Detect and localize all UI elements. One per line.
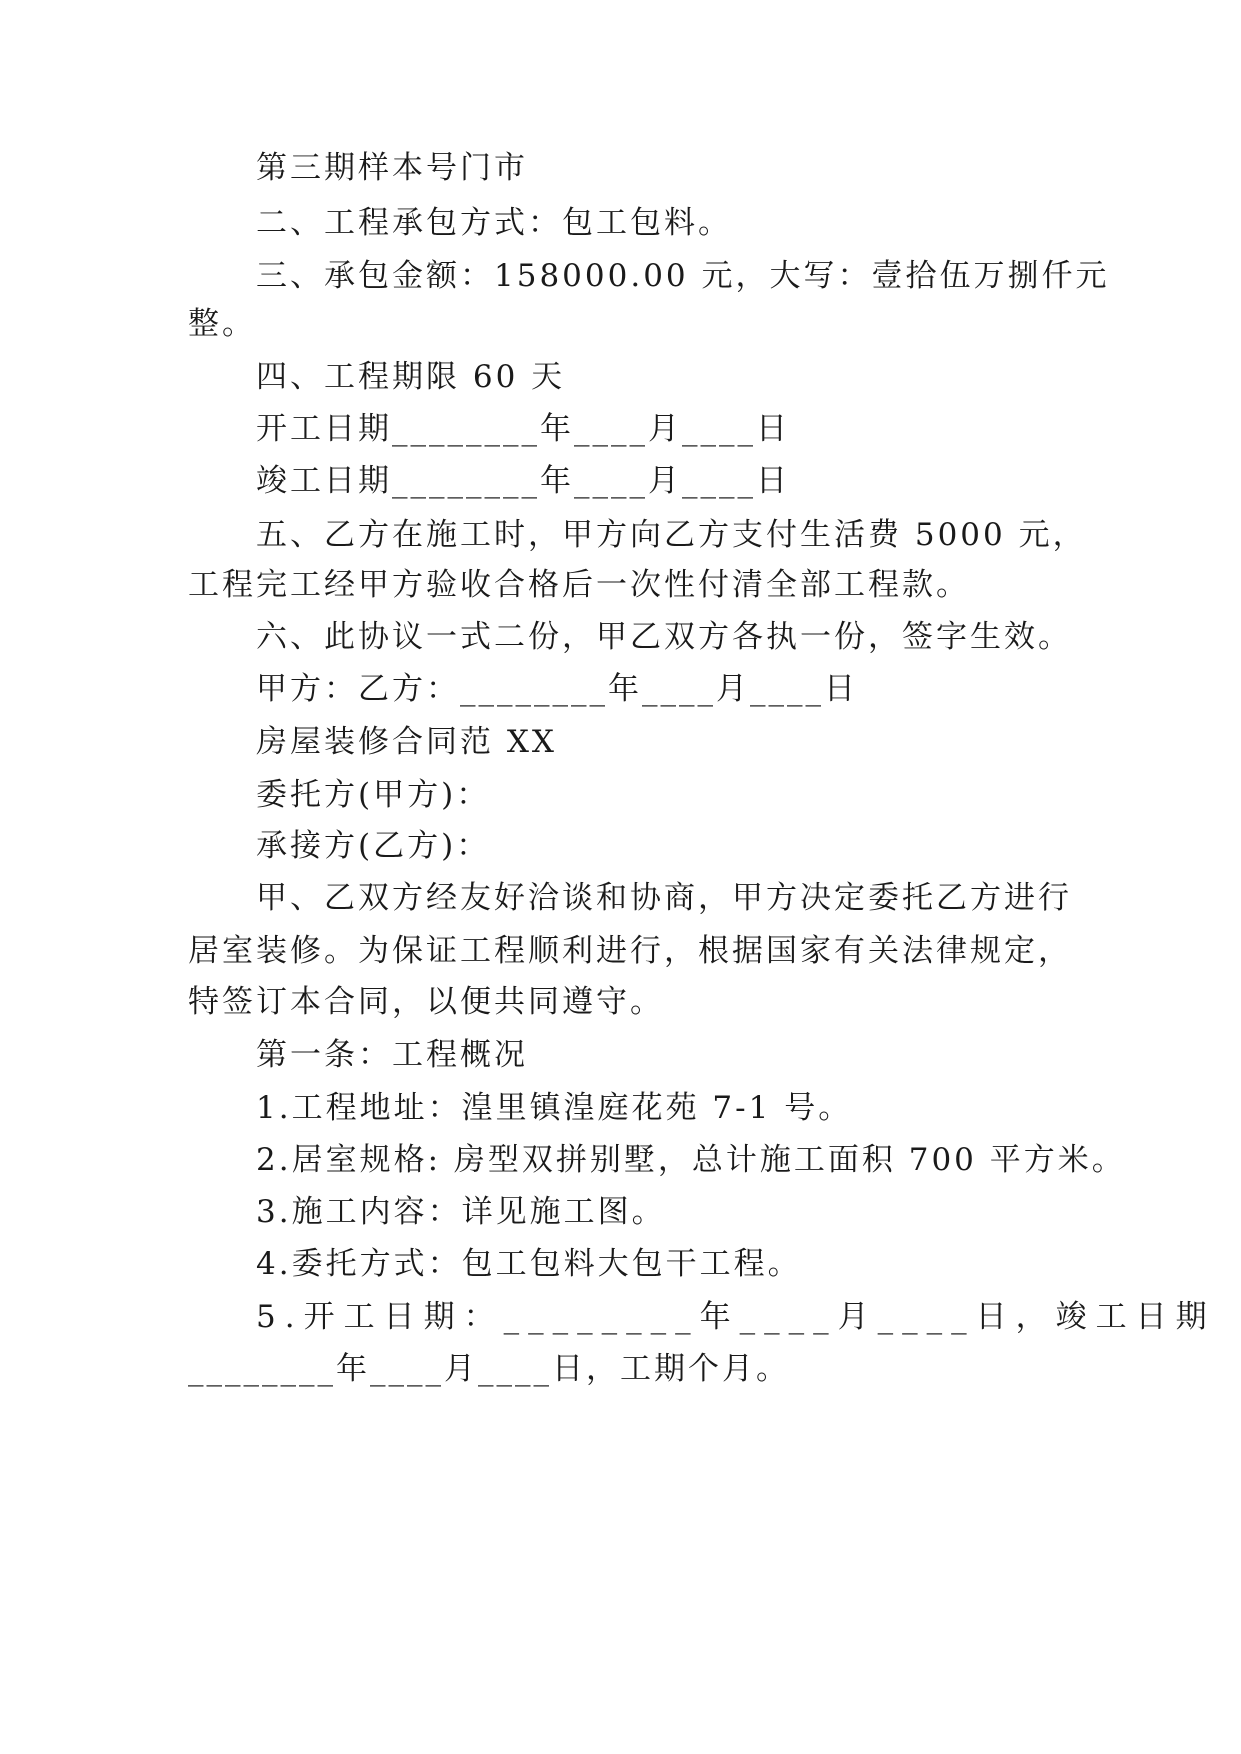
text-line-dates-cont: ________年____月____日，工期个月。: [188, 1351, 790, 1387]
text-line-contract-heading: 房屋装修合同范 XX: [256, 724, 557, 760]
text-line-signature-date: 甲方：乙方：________年____月____日: [256, 671, 858, 707]
text-line-address: 1.工程地址：湟里镇湟庭花苑 7-1 号。: [256, 1090, 853, 1126]
text-line-method: 4.委托方式：包工包料大包干工程。: [256, 1246, 802, 1282]
text-line-party-a: 委托方(甲方)：: [256, 777, 491, 813]
text-line-payment-cont: 工程完工经甲方验收合格后一次性付清全部工程款。: [188, 567, 970, 603]
text-line-content: 3.施工内容：详见施工图。: [256, 1194, 666, 1230]
text-line-dates: 5.开工日期：________年____月____日，竣工日期: [256, 1299, 1216, 1335]
text-line-preamble-cont-1: 居室装修。为保证工程顺利进行，根据国家有关法律规定，: [188, 933, 1072, 969]
text-line-duration: 四、工程期限 60 天: [256, 359, 566, 395]
text-line-preamble-cont-2: 特签订本合同，以便共同遵守。: [188, 984, 664, 1020]
text-line-payment: 五、乙方在施工时，甲方向乙方支付生活费 5000 元，: [256, 517, 1087, 553]
text-line-copies: 六、此协议一式二份，甲乙双方各执一份，签字生效。: [256, 619, 1072, 655]
text-line-contract-amount: 三、承包金额：158000.00 元，大写：壹拾伍万捌仟元: [256, 258, 1110, 294]
text-line-party-b: 承接方(乙方)：: [256, 828, 491, 864]
text-line-contract-method: 二、工程承包方式：包工包料。: [256, 205, 732, 241]
text-line-preamble: 甲、乙双方经友好洽谈和协商，甲方决定委托乙方进行: [256, 880, 1072, 916]
text-line-start-date: 开工日期________年____月____日: [256, 411, 790, 447]
text-line-article-one: 第一条：工程概况: [256, 1037, 528, 1073]
text-line-contract-amount-cont: 整。: [188, 306, 256, 342]
text-line-end-date: 竣工日期________年____月____日: [256, 463, 790, 499]
text-line-specification: 2.居室规格: 房型双拼别墅，总计施工面积 700 平方米。: [256, 1142, 1126, 1178]
text-line-section-title: 第三期样本号门市: [256, 150, 528, 186]
